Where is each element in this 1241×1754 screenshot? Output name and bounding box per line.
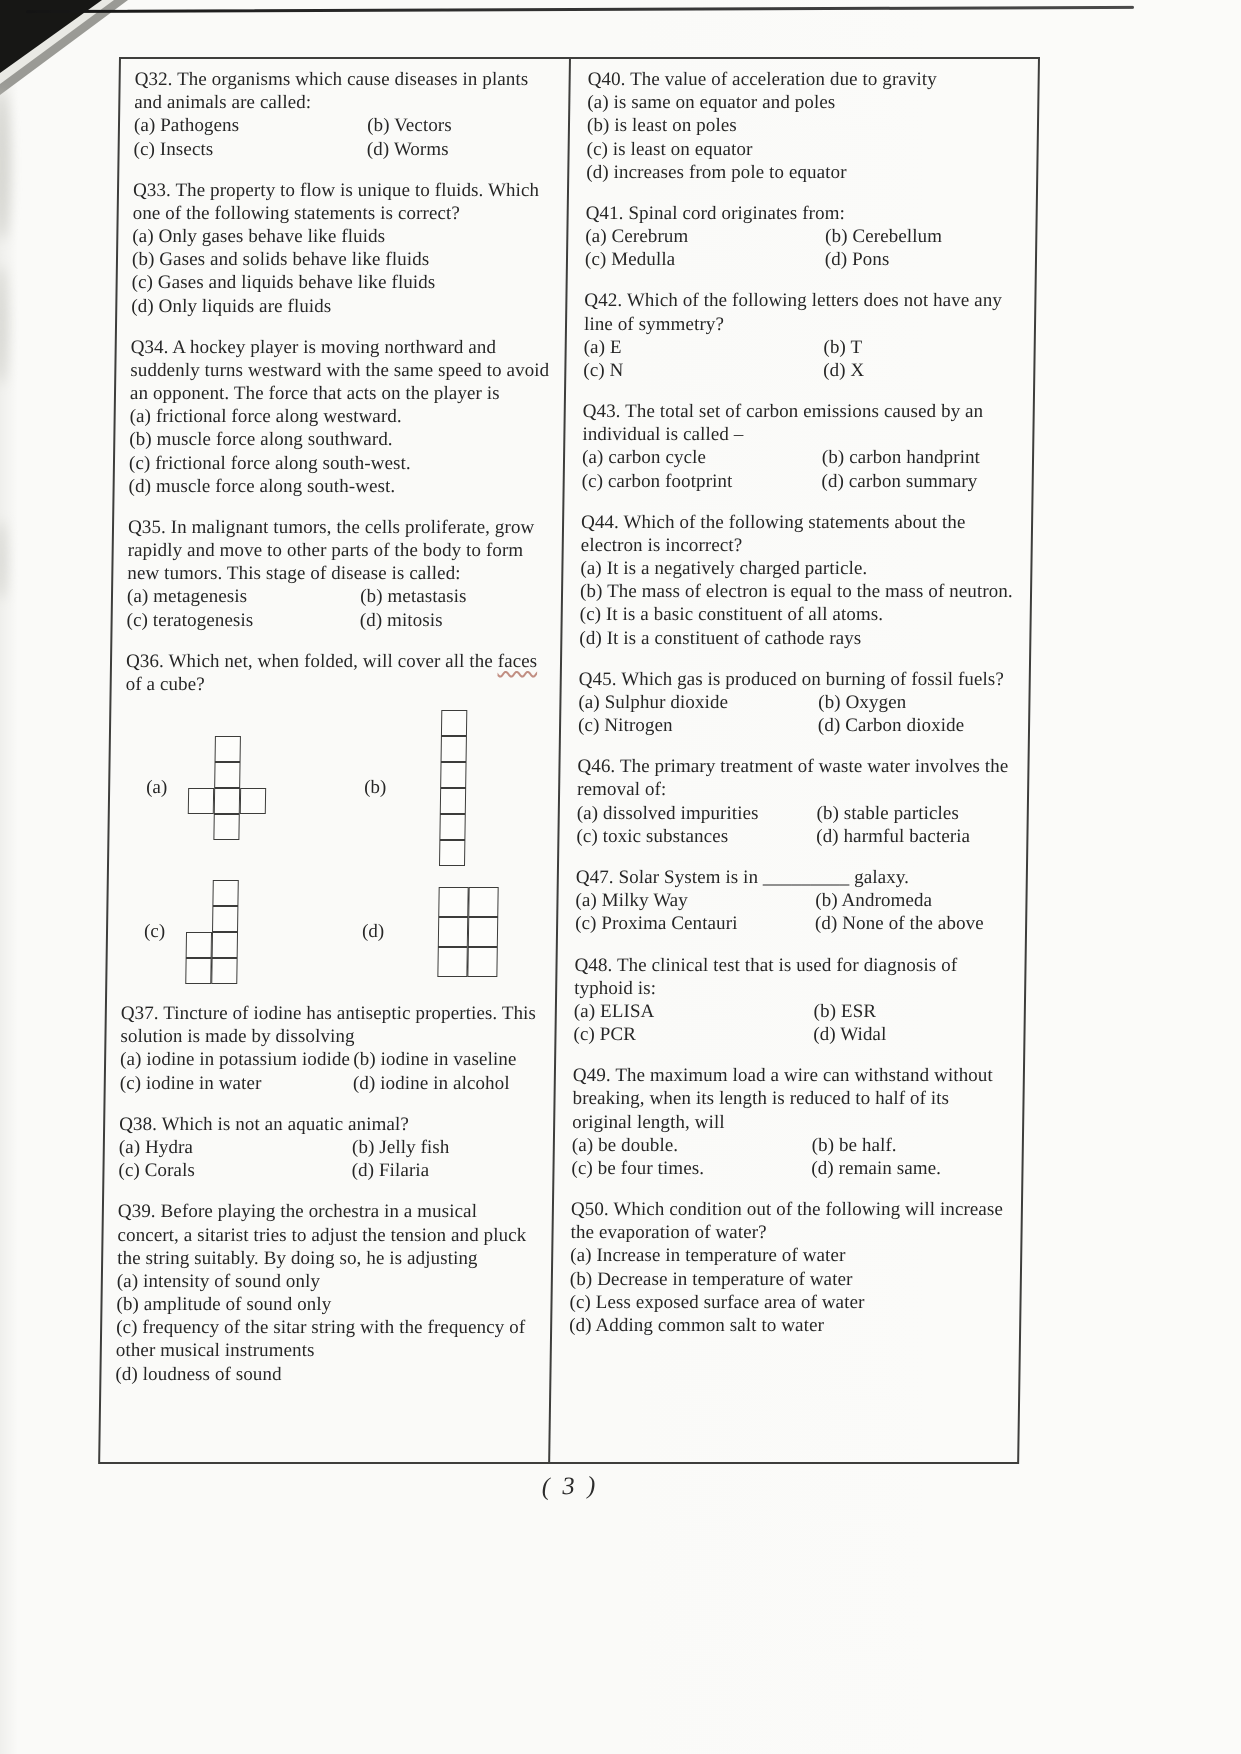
question-q41 <box>585 202 1022 272</box>
option-q44-b: (b) The mass of electron is equal to the mass of neutron. <box>579 581 1013 603</box>
net-square <box>212 906 238 932</box>
option-q32-d: (d) Worms <box>366 138 449 160</box>
option-q49-d: (d) remain same. <box>811 1157 942 1179</box>
question-q50 <box>569 1198 1007 1337</box>
cube-net-diagram-d <box>437 887 498 977</box>
option-q39-b: (b) amplitude of sound only <box>116 1294 332 1316</box>
question-options <box>126 585 551 631</box>
option-q50-b: (b) Decrease in temperature of water <box>569 1268 853 1290</box>
option-q39-d: (d) loudness of sound <box>115 1363 282 1385</box>
question-number: Q35. <box>127 516 167 538</box>
option-q48-d: (d) Widal <box>813 1024 887 1046</box>
option-row <box>572 1134 1008 1157</box>
question-options <box>583 336 1020 382</box>
question-options <box>569 1244 1006 1337</box>
option-q38-b: (b) Jelly fish <box>351 1136 450 1158</box>
option-q45-a: (a) Sulphur dioxide <box>578 691 729 713</box>
question-text: Which net, when folded, will cover all the faces of a cube? <box>125 650 538 695</box>
option-row <box>117 1270 541 1293</box>
cube-net-diagram-c <box>185 880 239 984</box>
net-square <box>211 958 237 984</box>
question-text: In malignant tumors, the cells proliferate, grow rapidly and move to other parts of the body to form new tumors. This stage of disease is called: <box>127 516 535 585</box>
question-text: Which of the following statements about the electron is incorrect? <box>580 511 966 556</box>
question-number: Q39. <box>117 1201 156 1223</box>
option-q43-a: (a) carbon cycle <box>581 447 707 469</box>
net-square <box>437 947 467 977</box>
question-q33 <box>131 179 557 318</box>
net-square <box>240 788 266 814</box>
net-option-a <box>123 710 337 866</box>
option-q47-c: (c) Proxima Centauri <box>574 913 738 935</box>
question-q37 <box>120 1002 545 1095</box>
option-row <box>570 1244 1006 1267</box>
question-q43 <box>582 400 1019 493</box>
option-row <box>579 627 1015 650</box>
option-q35-d: (d) mitosis <box>359 609 443 631</box>
question-options <box>585 225 1022 271</box>
option-q46-b: (b) stable particles <box>816 802 960 824</box>
option-q42-c: (c) N <box>583 359 624 381</box>
question-number: Q48. <box>574 954 613 976</box>
option-q41-c: (c) Medulla <box>584 249 676 271</box>
option-q34-d: (d) muscle force along south-west. <box>128 475 396 497</box>
question-q34 <box>128 336 554 498</box>
option-row <box>571 1157 1007 1180</box>
option-row <box>587 114 1023 137</box>
option-q49-c: (c) be four times. <box>571 1157 705 1179</box>
question-q46 <box>576 755 1013 848</box>
option-row <box>116 1316 541 1362</box>
question-text: The maximum load a wire can withstand without breaking, when its length is reduced to half of its original length, will <box>572 1065 993 1133</box>
option-q50-c: (c) Less exposed surface area of water <box>569 1291 865 1313</box>
net-square <box>214 788 240 814</box>
option-q44-d: (d) It is a constituent of cathode rays <box>579 627 862 649</box>
option-row <box>583 359 1019 382</box>
net-square <box>440 788 466 814</box>
question-q42 <box>583 289 1020 382</box>
question-text: Which gas is produced on burning of fossil fuels? <box>621 668 1005 690</box>
option-q33-d: (d) Only liquids are fluids <box>131 295 332 317</box>
option-q37-b: (b) iodine in vaseline <box>353 1049 517 1071</box>
option-row <box>587 91 1023 114</box>
question-number: Q49. <box>572 1065 611 1087</box>
option-q41-a: (a) Cerebrum <box>585 226 689 248</box>
option-row <box>582 446 1018 469</box>
question-q45 <box>578 668 1015 738</box>
question-options <box>133 114 558 160</box>
net-option-label: (c) <box>143 921 166 943</box>
option-q39-a: (a) intensity of sound only <box>116 1270 321 1292</box>
option-q44-c: (c) It is a basic constituent of all atoms. <box>579 604 884 626</box>
option-q35-a: (a) metagenesis <box>126 586 248 608</box>
option-q35-c: (c) teratogenesis <box>126 609 254 631</box>
option-q42-d: (d) X <box>822 359 865 381</box>
option-q49-a: (a) be double. <box>571 1134 679 1156</box>
option-row <box>126 609 550 632</box>
question-number: Q37. <box>120 1003 159 1025</box>
net-option-label: (a) <box>146 777 168 799</box>
option-row <box>132 225 556 248</box>
option-row <box>128 475 552 498</box>
net-square <box>185 958 211 984</box>
option-q37-c: (c) iodine in water <box>119 1072 262 1094</box>
question-number: Q50. <box>570 1199 609 1221</box>
question-options <box>571 1134 1008 1180</box>
net-square <box>188 788 214 814</box>
option-q50-d: (d) Adding common salt to water <box>569 1314 825 1336</box>
option-row <box>580 580 1016 603</box>
option-row <box>573 1023 1009 1046</box>
option-row <box>119 1136 543 1159</box>
option-q38-a: (a) Hydra <box>118 1136 194 1158</box>
question-number: Q42. <box>584 290 623 312</box>
question-q36 <box>121 650 550 984</box>
question-q44 <box>579 511 1017 650</box>
net-option-label: (d) <box>361 921 385 943</box>
option-q45-b: (b) Oxygen <box>818 691 907 713</box>
question-number: Q41. <box>585 202 624 224</box>
option-q48-a: (a) ELISA <box>573 1000 655 1022</box>
option-row <box>134 114 558 137</box>
question-options <box>576 802 1013 848</box>
option-q48-c: (c) PCR <box>573 1024 637 1046</box>
question-text: The total set of carbon emissions caused by an individual is called – <box>582 401 984 446</box>
question-text: Before playing the orchestra in a musical concert, a sitarist tries to adjust the tension and pluck the string suitably. By doing so, he is adjusting <box>117 1201 527 1269</box>
option-q34-c: (c) frictional force along south-west. <box>128 452 411 474</box>
question-options <box>575 889 1012 935</box>
option-row <box>129 405 553 428</box>
question-q39 <box>115 1200 542 1385</box>
option-row <box>576 825 1012 848</box>
option-q48-b: (b) ESR <box>813 1000 877 1022</box>
option-q47-b: (b) Andromeda <box>815 890 933 912</box>
option-row <box>127 585 551 608</box>
net-square <box>440 762 466 788</box>
net-square <box>186 932 212 958</box>
option-q46-d: (d) harmful bacteria <box>816 825 971 847</box>
question-q49 <box>571 1064 1009 1180</box>
scan-smudge <box>0 90 10 240</box>
option-q37-d: (d) iodine in alcohol <box>352 1072 510 1094</box>
page-number: ( 3 ) <box>541 1472 599 1501</box>
option-row <box>575 912 1011 935</box>
option-row <box>120 1072 544 1095</box>
question-text: The organisms which cause diseases in plants and animals are called: <box>134 69 529 114</box>
net-square <box>214 762 240 788</box>
option-q45-d: (d) Carbon dioxide <box>817 715 965 737</box>
option-row <box>580 557 1016 580</box>
question-number: Q43. <box>582 401 621 423</box>
question-q35 <box>126 516 552 632</box>
option-q34-a: (a) frictional force along westward. <box>129 406 402 428</box>
net-square <box>439 814 465 840</box>
question-text: Which of the following letters does not have any line of symmetry? <box>583 290 1003 335</box>
question-text: Which condition out of the following will increase the evaporation of water? <box>570 1199 1004 1244</box>
question-options <box>579 557 1016 650</box>
question-options <box>578 691 1015 737</box>
option-row <box>586 138 1022 161</box>
underlined-word: faces <box>497 650 538 672</box>
left-column <box>100 59 571 1462</box>
option-row <box>129 452 553 475</box>
option-row <box>131 271 555 294</box>
question-options <box>573 1000 1010 1046</box>
net-square <box>441 710 467 736</box>
question-q40 <box>586 68 1024 184</box>
option-q33-c: (c) Gases and liquids behave like fluids <box>131 272 436 294</box>
option-row <box>118 1159 542 1182</box>
question-number: Q47. <box>575 866 614 888</box>
cube-net-diagram-a <box>187 736 267 840</box>
option-q43-d: (d) carbon summary <box>821 470 978 492</box>
option-q32-a: (a) Pathogens <box>133 115 240 137</box>
question-options <box>115 1270 541 1386</box>
option-q38-c: (c) Corals <box>118 1160 196 1182</box>
option-row <box>116 1293 540 1316</box>
question-number: Q44. <box>580 511 620 533</box>
option-q47-d: (d) None of the above <box>814 913 984 935</box>
option-q34-b: (b) muscle force along southward. <box>129 429 393 451</box>
question-table <box>98 57 1040 1464</box>
net-square <box>467 947 497 977</box>
net-square <box>212 880 238 906</box>
question-options <box>586 91 1023 184</box>
net-square <box>468 887 498 917</box>
net-square <box>438 887 468 917</box>
option-q33-b: (b) Gases and solids behave like fluids <box>131 249 430 271</box>
option-row <box>569 1314 1005 1337</box>
question-options <box>118 1136 543 1182</box>
net-square <box>468 917 498 947</box>
question-text: Tincture of iodine has antiseptic properties. This solution is made by dissolving <box>120 1003 537 1048</box>
net-square <box>438 917 468 947</box>
question-number: Q36. <box>125 650 165 672</box>
option-row <box>578 691 1014 714</box>
option-q42-a: (a) E <box>583 336 622 358</box>
option-row <box>574 1000 1010 1023</box>
option-q45-c: (c) Nitrogen <box>577 715 673 737</box>
net-option-d <box>333 880 547 984</box>
cube-net-diagram-b <box>439 710 467 866</box>
option-q41-d: (d) Pons <box>824 249 890 271</box>
question-number: Q38. <box>119 1113 158 1135</box>
option-row <box>120 1048 544 1071</box>
option-q46-a: (a) dissolved impurities <box>576 802 759 824</box>
question-q32 <box>133 68 558 161</box>
net-square <box>215 736 241 762</box>
question-number: Q45. <box>578 668 617 690</box>
question-text: The value of acceleration due to gravity <box>629 69 938 90</box>
option-q40-c: (c) is least on equator <box>586 138 753 160</box>
option-q42-b: (b) T <box>823 336 863 358</box>
option-q32-c: (c) Insects <box>133 138 214 160</box>
question-number: Q46. <box>577 756 616 778</box>
question-options <box>121 710 549 984</box>
net-option-b <box>335 710 549 866</box>
option-row <box>575 889 1011 912</box>
question-text: A hockey player is moving northward and suddenly turns westward with the same speed to avoid an opponent. The force that acts on the player is <box>129 336 550 405</box>
option-row <box>569 1291 1005 1314</box>
question-number: Q33. <box>132 179 172 201</box>
option-row <box>132 248 556 271</box>
option-row <box>577 802 1013 825</box>
option-q46-c: (c) toxic substances <box>576 825 729 847</box>
option-row <box>584 336 1020 359</box>
option-q40-a: (a) is same on equator and poles <box>587 92 836 114</box>
net-option-label: (b) <box>364 777 387 799</box>
option-q40-b: (b) is least on poles <box>586 115 737 137</box>
net-option-c <box>121 880 335 984</box>
net-square <box>212 932 238 958</box>
net-diagram-row <box>123 710 549 866</box>
question-text: The property to flow is unique to fluids. Which one of the following statements is correct? <box>132 179 540 224</box>
scan-streak-top <box>26 6 1134 13</box>
option-q50-a: (a) Increase in temperature of water <box>570 1245 846 1267</box>
net-diagram-row <box>121 880 547 984</box>
option-q32-b: (b) Vectors <box>367 115 452 137</box>
question-options <box>128 405 553 498</box>
option-q35-b: (b) metastasis <box>360 586 467 608</box>
option-q43-c: (c) carbon footprint <box>581 470 733 492</box>
option-q33-a: (a) Only gases behave like fluids <box>132 226 386 248</box>
question-options <box>582 446 1019 492</box>
option-row <box>129 428 553 451</box>
question-number: Q34. <box>130 336 169 358</box>
option-row <box>586 161 1022 184</box>
option-q41-b: (b) Cerebellum <box>824 226 943 248</box>
question-options <box>120 1048 545 1094</box>
question-text: The clinical test that is used for diagnosis of typhoid is: <box>574 954 958 999</box>
net-square <box>213 814 239 840</box>
right-column <box>550 59 1038 1462</box>
option-q40-d: (d) increases from pole to equator <box>586 161 847 183</box>
question-number: Q32. <box>134 69 173 90</box>
option-q38-d: (d) Filaria <box>351 1160 430 1182</box>
option-row <box>578 714 1014 737</box>
question-q38 <box>118 1113 543 1183</box>
option-row <box>585 248 1021 271</box>
option-q49-b: (b) be half. <box>811 1134 897 1156</box>
question-text: The primary treatment of waste water involves the removal of: <box>576 756 1009 801</box>
question-text: Spinal cord originates from: <box>628 202 846 224</box>
question-q48 <box>573 954 1010 1047</box>
option-q47-a: (a) Milky Way <box>575 890 688 912</box>
question-text: Which is not an aquatic animal? <box>161 1113 410 1135</box>
option-row <box>585 225 1021 248</box>
option-row <box>133 138 557 161</box>
option-q43-b: (b) carbon handprint <box>821 447 981 469</box>
option-row <box>582 470 1018 493</box>
option-row <box>570 1268 1006 1291</box>
scan-smudge <box>0 265 7 385</box>
option-q37-a: (a) iodine in potassium iodide <box>119 1049 351 1071</box>
option-row <box>580 603 1016 626</box>
option-row <box>131 295 555 318</box>
question-text: Solar System is in _________ galaxy. <box>618 866 910 888</box>
scan-smudge <box>0 520 6 600</box>
option-q39-c: (c) frequency of the sitar string with the frequency of other musical instruments <box>115 1317 526 1362</box>
question-q47 <box>575 866 1012 936</box>
net-square <box>441 736 467 762</box>
option-row <box>115 1363 539 1386</box>
question-options <box>131 225 556 318</box>
question-number: Q40. <box>587 69 626 90</box>
option-q44-a: (a) It is a negatively charged particle. <box>580 558 868 580</box>
net-square <box>439 840 465 866</box>
